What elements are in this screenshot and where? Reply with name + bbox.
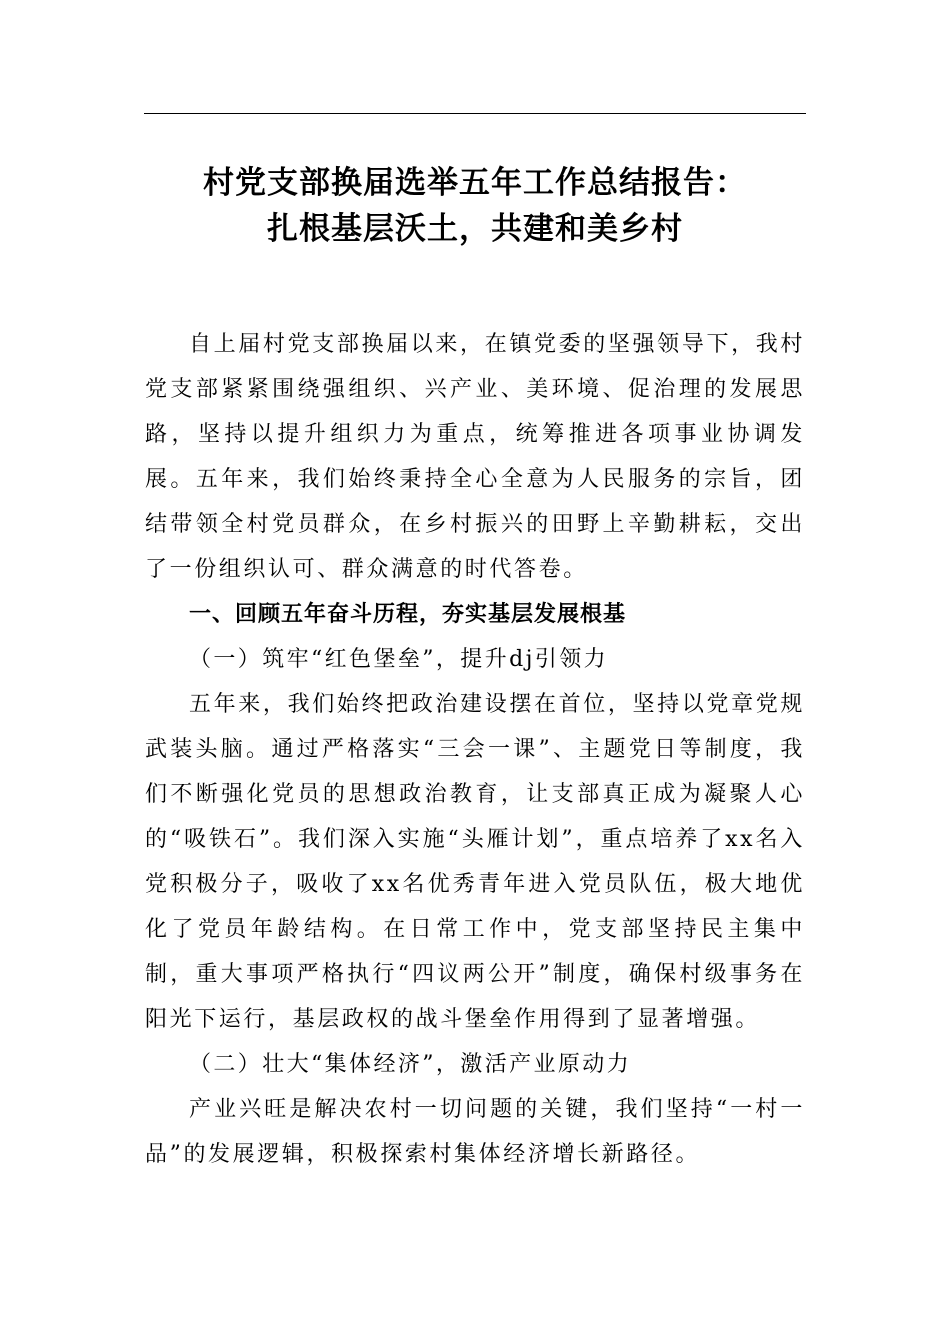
subsection-1-heading: （一）筑牢“红色堡垒”，提升dj引领力 <box>189 647 608 672</box>
subsection-1-paragraph: 五年来，我们始终把政治建设摆在首位，坚持以党章党规武装头脑。通过严格落实“三会一课”、主题党日等制度，我们不断强化党员的思想政治教育，让支部真正成为凝聚人心的“吸铁石”。我们深入实施“头雁计划”，重点培养了xx名入党积极分子，吸收了xx名优秀青年进入党员队伍，极大地优化了党员年龄结构。在日常工作中，党支部坚持民主集中制，重大事项严格执行“四议两公开”制度，确保村级事务在阳光下运行，基层政权的战斗堡垒作用得到了显著增强。 <box>145 692 805 1032</box>
subsection-2-heading: （二）壮大“集体经济”，激活产业原动力 <box>189 1052 632 1077</box>
header-rule <box>144 113 806 114</box>
title-line-1: 村党支部换届选举五年工作总结报告： <box>203 165 747 201</box>
intro-paragraph: 自上届村党支部换届以来，在镇党委的坚强领导下，我村党支部紧紧围绕强组织、兴产业、美环境、促治理的发展思路，坚持以提升组织力为重点，统筹推进各项事业协调发展。五年来，我们始终秉持全心全意为人民服务的宗旨，团结带领全村党员群众，在乡村振兴的田野上辛勤耕耘，交出了一份组织认可、群众满意的时代答卷。 <box>145 332 805 582</box>
title-line-2: 扎根基层沃土，共建和美乡村 <box>267 211 683 247</box>
section-1-heading: 一、回顾五年奋斗历程，夯实基层发展根基 <box>189 602 627 627</box>
subsection-2-paragraph: 产业兴旺是解决农村一切问题的关键，我们坚持“一村一品”的发展逻辑，积极探索村集体经济增长新路径。 <box>145 1097 805 1167</box>
document-title <box>144 160 806 252</box>
document-body <box>145 322 805 1177</box>
